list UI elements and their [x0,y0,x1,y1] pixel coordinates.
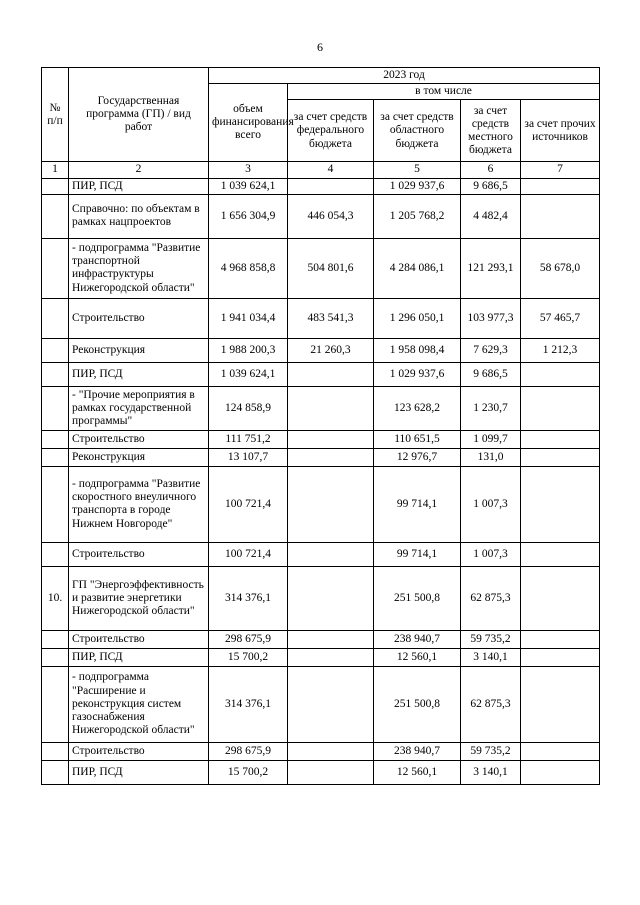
row-total-cell: 124 858,9 [209,386,288,430]
row-local-cell: 131,0 [461,448,521,466]
row-federal-cell [288,566,374,630]
row-index-cell: 10. [42,566,69,630]
header-regional: за счет средств областного бюджета [374,100,461,162]
row-local-cell: 3 140,1 [461,648,521,666]
row-index-cell [42,648,69,666]
row-total-cell: 1 039 624,1 [209,362,288,386]
row-federal-cell [288,666,374,742]
row-total-cell: 111 751,2 [209,430,288,448]
table-row [42,430,600,448]
column-number: 1 [42,162,69,178]
row-index-cell [42,386,69,430]
row-index-cell [42,430,69,448]
row-regional-cell: 12 560,1 [374,648,461,666]
row-federal-cell [288,362,374,386]
row-index-cell [42,362,69,386]
row-federal-cell [288,430,374,448]
row-regional-cell: 4 284 086,1 [374,238,461,298]
row-federal-cell [288,178,374,194]
row-regional-cell: 1 958 098,4 [374,338,461,362]
table-row [42,630,600,648]
row-index-cell [42,178,69,194]
row-index-cell [42,466,69,542]
row-federal-cell [288,760,374,784]
row-local-cell: 1 007,3 [461,466,521,542]
column-number: 2 [69,162,209,178]
table-row [42,298,600,338]
table-row [42,760,600,784]
table-row [42,742,600,760]
row-index-cell [42,338,69,362]
table-row [42,386,600,430]
row-federal-cell [288,448,374,466]
row-regional-cell: 99 714,1 [374,466,461,542]
table-row [42,238,600,298]
row-name-cell: Строительство [69,542,209,566]
row-name-cell: ПИР, ПСД [69,648,209,666]
row-regional-cell: 251 500,8 [374,566,461,630]
row-total-cell: 1 941 034,4 [209,298,288,338]
table-row [42,178,600,194]
row-index-cell [42,238,69,298]
row-local-cell: 62 875,3 [461,566,521,630]
header-local: за счет средств местного бюджета [461,100,521,162]
row-local-cell: 9 686,5 [461,178,521,194]
row-federal-cell [288,742,374,760]
header-federal: за счет средств федерального бюджета [288,100,374,162]
row-regional-cell: 1 029 937,6 [374,362,461,386]
header-other: за счет прочих источников [521,100,600,162]
row-other-cell [521,466,600,542]
table-row [42,666,600,742]
row-federal-cell: 446 054,3 [288,194,374,238]
row-local-cell: 3 140,1 [461,760,521,784]
row-federal-cell [288,630,374,648]
row-federal-cell: 21 260,3 [288,338,374,362]
row-total-cell: 314 376,1 [209,566,288,630]
header-name: Государственная программа (ГП) / вид работ [69,68,209,162]
row-index-cell [42,448,69,466]
table-row [42,448,600,466]
row-total-cell: 4 968 858,8 [209,238,288,298]
row-regional-cell: 238 940,7 [374,742,461,760]
row-index-cell [42,542,69,566]
row-name-cell: - подпрограмма "Расширение и реконструкция систем газоснабжения Нижегородской области" [69,666,209,742]
row-index-cell [42,760,69,784]
row-other-cell [521,760,600,784]
row-name-cell: - "Прочие мероприятия в рамках государственной программы" [69,386,209,430]
row-regional-cell: 1 029 937,6 [374,178,461,194]
row-regional-cell: 1 205 768,2 [374,194,461,238]
column-number: 4 [288,162,374,178]
row-local-cell: 1 099,7 [461,430,521,448]
row-name-cell: Строительство [69,630,209,648]
row-federal-cell [288,648,374,666]
row-total-cell: 100 721,4 [209,466,288,542]
row-index-cell [42,742,69,760]
row-other-cell [521,194,600,238]
row-name-cell: Справочно: по объектам в рамках нацпроектов [69,194,209,238]
row-name-cell: Строительство [69,298,209,338]
budget-table [41,67,600,785]
row-total-cell: 314 376,1 [209,666,288,742]
row-federal-cell: 504 801,6 [288,238,374,298]
row-local-cell: 4 482,4 [461,194,521,238]
table-row [42,466,600,542]
row-name-cell: Строительство [69,430,209,448]
row-total-cell: 298 675,9 [209,742,288,760]
row-regional-cell: 251 500,8 [374,666,461,742]
row-name-cell: - подпрограмма "Развитие транспортной инфраструктуры Нижегородской области" [69,238,209,298]
row-regional-cell: 123 628,2 [374,386,461,430]
header-year: 2023 год [209,68,600,84]
row-local-cell: 62 875,3 [461,666,521,742]
column-number: 5 [374,162,461,178]
row-local-cell: 121 293,1 [461,238,521,298]
header-total: объем финансирования всего [209,84,288,162]
row-total-cell: 1 988 200,3 [209,338,288,362]
row-other-cell [521,448,600,466]
row-total-cell: 13 107,7 [209,448,288,466]
table-row [42,648,600,666]
row-name-cell: Реконструкция [69,338,209,362]
row-local-cell: 7 629,3 [461,338,521,362]
row-name-cell: ПИР, ПСД [69,178,209,194]
row-other-cell [521,386,600,430]
row-local-cell: 9 686,5 [461,362,521,386]
row-local-cell: 1 007,3 [461,542,521,566]
row-local-cell: 103 977,3 [461,298,521,338]
row-total-cell: 298 675,9 [209,630,288,648]
row-regional-cell: 238 940,7 [374,630,461,648]
row-other-cell [521,566,600,630]
row-index-cell [42,630,69,648]
row-federal-cell [288,386,374,430]
row-other-cell: 57 465,7 [521,298,600,338]
row-other-cell [521,742,600,760]
row-total-cell: 15 700,2 [209,648,288,666]
row-federal-cell [288,542,374,566]
row-total-cell: 1 039 624,1 [209,178,288,194]
column-number: 7 [521,162,600,178]
header-index: № п/п [42,68,69,162]
table-row [42,194,600,238]
row-total-cell: 100 721,4 [209,542,288,566]
table-row [42,566,600,630]
row-name-cell: ПИР, ПСД [69,760,209,784]
row-regional-cell: 12 560,1 [374,760,461,784]
table-row [42,362,600,386]
row-name-cell: ПИР, ПСД [69,362,209,386]
row-federal-cell: 483 541,3 [288,298,374,338]
column-number: 6 [461,162,521,178]
row-index-cell [42,194,69,238]
row-other-cell [521,630,600,648]
row-other-cell [521,178,600,194]
row-federal-cell [288,466,374,542]
row-total-cell: 15 700,2 [209,760,288,784]
row-index-cell [42,666,69,742]
row-other-cell [521,430,600,448]
row-name-cell: - подпрограмма "Развитие скоростного внеуличного транспорта в городе Нижнем Новгороде" [69,466,209,542]
row-other-cell [521,648,600,666]
table-row [42,542,600,566]
row-index-cell [42,298,69,338]
table-row [42,338,600,362]
row-local-cell: 1 230,7 [461,386,521,430]
row-regional-cell: 99 714,1 [374,542,461,566]
row-name-cell: ГП "Энергоэффективность и развитие энергетики Нижегородской области" [69,566,209,630]
row-total-cell: 1 656 304,9 [209,194,288,238]
row-other-cell: 58 678,0 [521,238,600,298]
row-other-cell [521,362,600,386]
row-other-cell [521,666,600,742]
row-local-cell: 59 735,2 [461,630,521,648]
page-number: 6 [317,40,323,54]
row-regional-cell: 12 976,7 [374,448,461,466]
row-local-cell: 59 735,2 [461,742,521,760]
header-including: в том числе [288,84,600,100]
row-regional-cell: 1 296 050,1 [374,298,461,338]
row-name-cell: Реконструкция [69,448,209,466]
column-number: 3 [209,162,288,178]
row-other-cell [521,542,600,566]
row-other-cell: 1 212,3 [521,338,600,362]
row-name-cell: Строительство [69,742,209,760]
row-regional-cell: 110 651,5 [374,430,461,448]
